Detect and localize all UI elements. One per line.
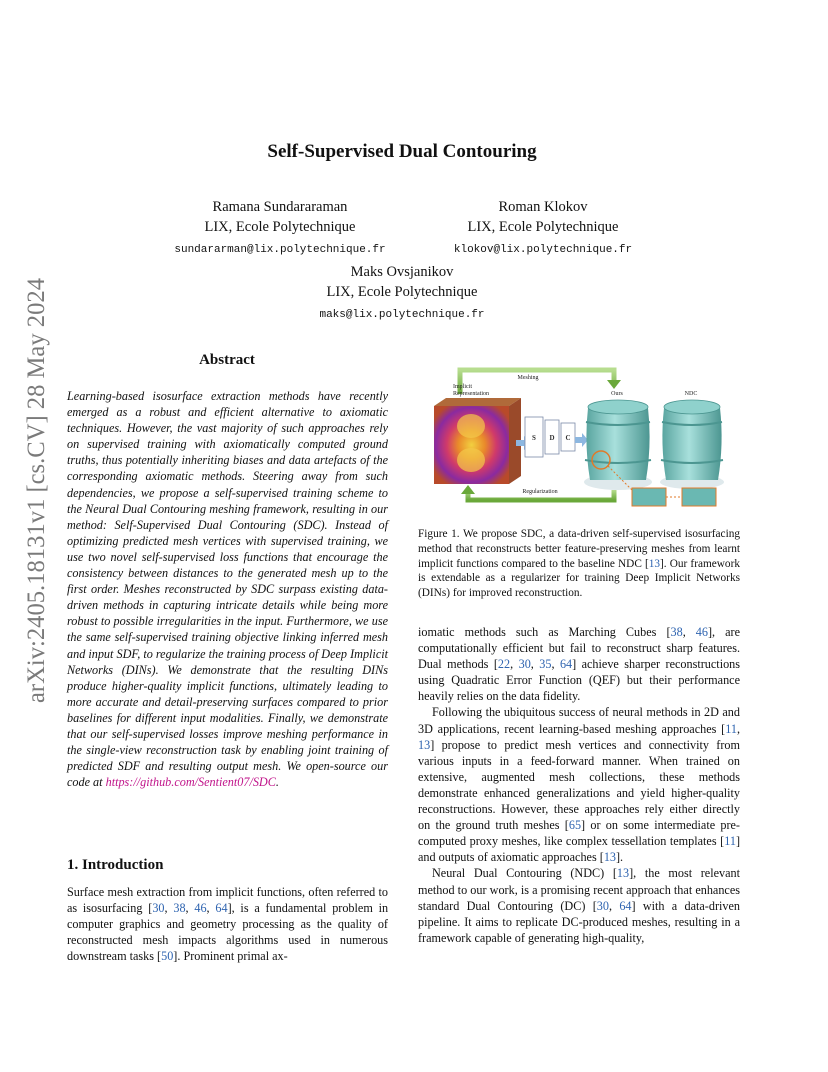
author-email[interactable]: maks@lix.polytechnique.fr bbox=[319, 309, 485, 321]
implicit-label: Implicit bbox=[453, 384, 472, 390]
arxiv-identifier bbox=[20, 275, 50, 705]
citation[interactable]: 30 bbox=[596, 898, 609, 913]
citation[interactable]: 13 bbox=[418, 737, 431, 752]
citation[interactable]: 38 bbox=[173, 901, 186, 916]
citation[interactable]: 11 bbox=[725, 721, 737, 736]
paper-title: Self-Supervised Dual Contouring bbox=[267, 141, 537, 162]
representation-label: Representation bbox=[453, 391, 489, 397]
author-affiliation: LIX, Ecole Polytechnique bbox=[204, 219, 356, 235]
block-c-label: C bbox=[565, 434, 571, 442]
author-name: Ramana Sundararaman bbox=[212, 199, 348, 215]
ndc-label: NDC bbox=[684, 391, 698, 397]
author-block-3 bbox=[282, 262, 522, 325]
block-s-label: S bbox=[532, 434, 536, 442]
author-affiliation: LIX, Ecole Polytechnique bbox=[467, 219, 619, 235]
figure-1-caption: Figure 1. We propose SDC, a data-driven self-supervised isosurfacing method that reconstructs better feature-preserving meshes from learnt implicit functions compared to the baseline NDC [13]. Our framework is extendable as a regularizer for training Deep Implicit Networks (DINs) for improved reconstruction. bbox=[418, 528, 740, 600]
abstract-text: Learning-based isosurface extraction methods have recently emerged as a robust and efficient alternative to axiomatic techniques. However, the vast majority of such approaches rely on supervised training with axiomatically computed ground truths, thus potentially inheriting biases and data artefacts of the corresponding axiomatic methods. Steering away from such dependencies, we propose a self-supervised training scheme to the Neural Dual Contouring meshing framework, resulting in our method: Self-Supervised Dual Contouring (SDC). Instead of optimizing predicted mesh vertices with supervised training, we use two novel self-supervised loss functions that encourage the consistency between distances to the generated mesh up to the first order. Meshes reconstructed by SDC surpass existing data-driven methods in capturing intricate details while being more robust to possible irregularities in the input. Furthermore, we use the same self-supervised training objective linking inferred mesh and input SDF, to regularize the training process of Deep Implicit Networks (DINs). We demonstrate that the resulting DINs produce higher-quality implicit functions, ultimately leading to more accurate and detail-preserving surfaces compared to prior baselines for different input modalities. Finally, we demonstrate that our self-supervised losses improve meshing performance in the single-view reconstruction task by enabling joint training of predicted SDF and resulting output mesh. We open-source our code at bbox=[67, 389, 388, 790]
abstract-body: Learning-based isosurface extraction methods have recently emerged as a robust and efficient alternative to axiomatic techniques. However, the vast majority of such approaches rely on supervised training with axiomatically computed ground truths, thus potentially inheriting biases and data artefacts of the corresponding axiomatic methods. Steering away from such dependencies, we propose a self-supervised training scheme to the Neural Dual Contouring meshing framework, resulting in our method: Self-Supervised Dual Contouring (SDC). Instead of optimizing predicted mesh vertices with supervised training, we use two novel self-supervised loss functions that encourage the consistency between distances to the generated mesh up to the first order. Meshes reconstructed by SDC surpass existing data-driven methods in capturing intricate details while being more robust to possible irregularities in the input. Furthermore, we use the same self-supervised training objective linking inferred mesh and input SDF, to regularize the training process of Deep Implicit Networks (DINs). We demonstrate that the resulting DINs produce higher-quality implicit functions, ultimately leading to more accurate and detail-preserving surfaces compared to prior baselines for different input modalities. Finally, we demonstrate that our self-supervised losses improve meshing performance in the single-view reconstruction task by enabling joint training of predicted SDF and resulting output mesh. We open-source our code at https://github.com/Sentient07/SDC. bbox=[67, 389, 388, 790]
author-email[interactable]: klokov@lix.polytechnique.fr bbox=[453, 244, 633, 256]
figure-1 bbox=[418, 362, 740, 522]
author-block-2 bbox=[423, 197, 663, 260]
meshing-label: Meshing bbox=[517, 375, 539, 381]
ours-mesh-barrel bbox=[584, 400, 652, 490]
citation[interactable]: 50 bbox=[161, 949, 174, 964]
citation[interactable]: 64 bbox=[559, 657, 573, 672]
author-name: Roman Klokov bbox=[498, 199, 588, 215]
citation[interactable]: 30 bbox=[152, 901, 165, 916]
citation[interactable]: 13 bbox=[616, 866, 630, 881]
implicit-representation-cube bbox=[434, 398, 521, 484]
author-name: Maks Ovsjanikov bbox=[350, 264, 454, 280]
author-email[interactable]: sundararman@lix.polytechnique.fr bbox=[174, 244, 386, 256]
intro-paragraph: Surface mesh extraction from implicit functions, often referred to as isosurfacing [30, 38, 46, 64], is a fundamental problem in computer graphics and geometry processing as the quality of reconstructed mesh impacts algorithms used in numerous downstream tasks [50]. Prominent primal ax- bbox=[67, 885, 389, 964]
citation[interactable]: 13 bbox=[603, 850, 616, 865]
right-column-body bbox=[418, 624, 740, 946]
citation[interactable]: 22 bbox=[497, 657, 511, 672]
citation[interactable]: 46 bbox=[194, 901, 207, 916]
code-link[interactable]: https://github.com/Sentient07/SDC bbox=[105, 775, 276, 790]
ours-label: Ours bbox=[611, 391, 623, 397]
paragraph: Neural Dual Contouring (NDC) [13], the most relevant method to our work, is a promising recent approach that enhances standard Dual Contouring (DC) [30, 64] with a data-driven pipeline. It aims to replicate DC-produced meshes, resulting in a framework capable of generating high-quality, bbox=[418, 866, 741, 945]
citation[interactable]: 65 bbox=[568, 818, 582, 833]
citation[interactable]: 30 bbox=[518, 657, 531, 672]
regularization-label: Regularization bbox=[522, 489, 558, 495]
citation[interactable]: 38 bbox=[670, 625, 683, 639]
author-affiliation: LIX, Ecole Polytechnique bbox=[326, 284, 478, 300]
figure-1-illustration bbox=[418, 362, 740, 522]
citation[interactable]: 13 bbox=[648, 557, 661, 570]
paragraph: Following the ubiquitous success of neural methods in 2D and 3D applications, recent learning-based meshing approaches [11, 13] propose to predict mesh vertices and connectivity from various inputs in a feed-forward manner. When trained on extensive, augmented mesh collections, these methods demonstrate enhanced generalizations and yield higher-quality reconstructions. However, these approaches rely either directly on the ground truth meshes [65] or on some intermediate pre-computed proxy meshes, like complex tessellation templates [11] and outputs of axiomatic approaches [13]. bbox=[418, 705, 740, 865]
abstract-heading: Abstract bbox=[199, 352, 255, 368]
block-d-label: D bbox=[549, 434, 555, 442]
citation[interactable]: 64 bbox=[215, 901, 228, 916]
arxiv-id-text: arXiv:2405.18131v1 [cs.CV] 28 May 2024 bbox=[23, 275, 50, 703]
author-block-1 bbox=[160, 197, 400, 260]
citation[interactable]: 11 bbox=[724, 834, 736, 849]
citation[interactable]: 35 bbox=[539, 657, 552, 672]
ndc-mesh-barrel bbox=[660, 400, 724, 489]
citation[interactable]: 46 bbox=[695, 625, 708, 639]
citation[interactable]: 64 bbox=[619, 898, 632, 913]
paragraph: iomatic methods such as Marching Cubes [38, 46], are computationally efficient but fail to reconstruct sharp features. Dual methods [22, 30, 35, 64] achieve sharper reconstructions using Quadratic Error Function (QEF) but their performance heavily relies on the data fidelity. bbox=[418, 625, 741, 704]
section-heading-introduction: 1. Introduction bbox=[67, 857, 164, 873]
